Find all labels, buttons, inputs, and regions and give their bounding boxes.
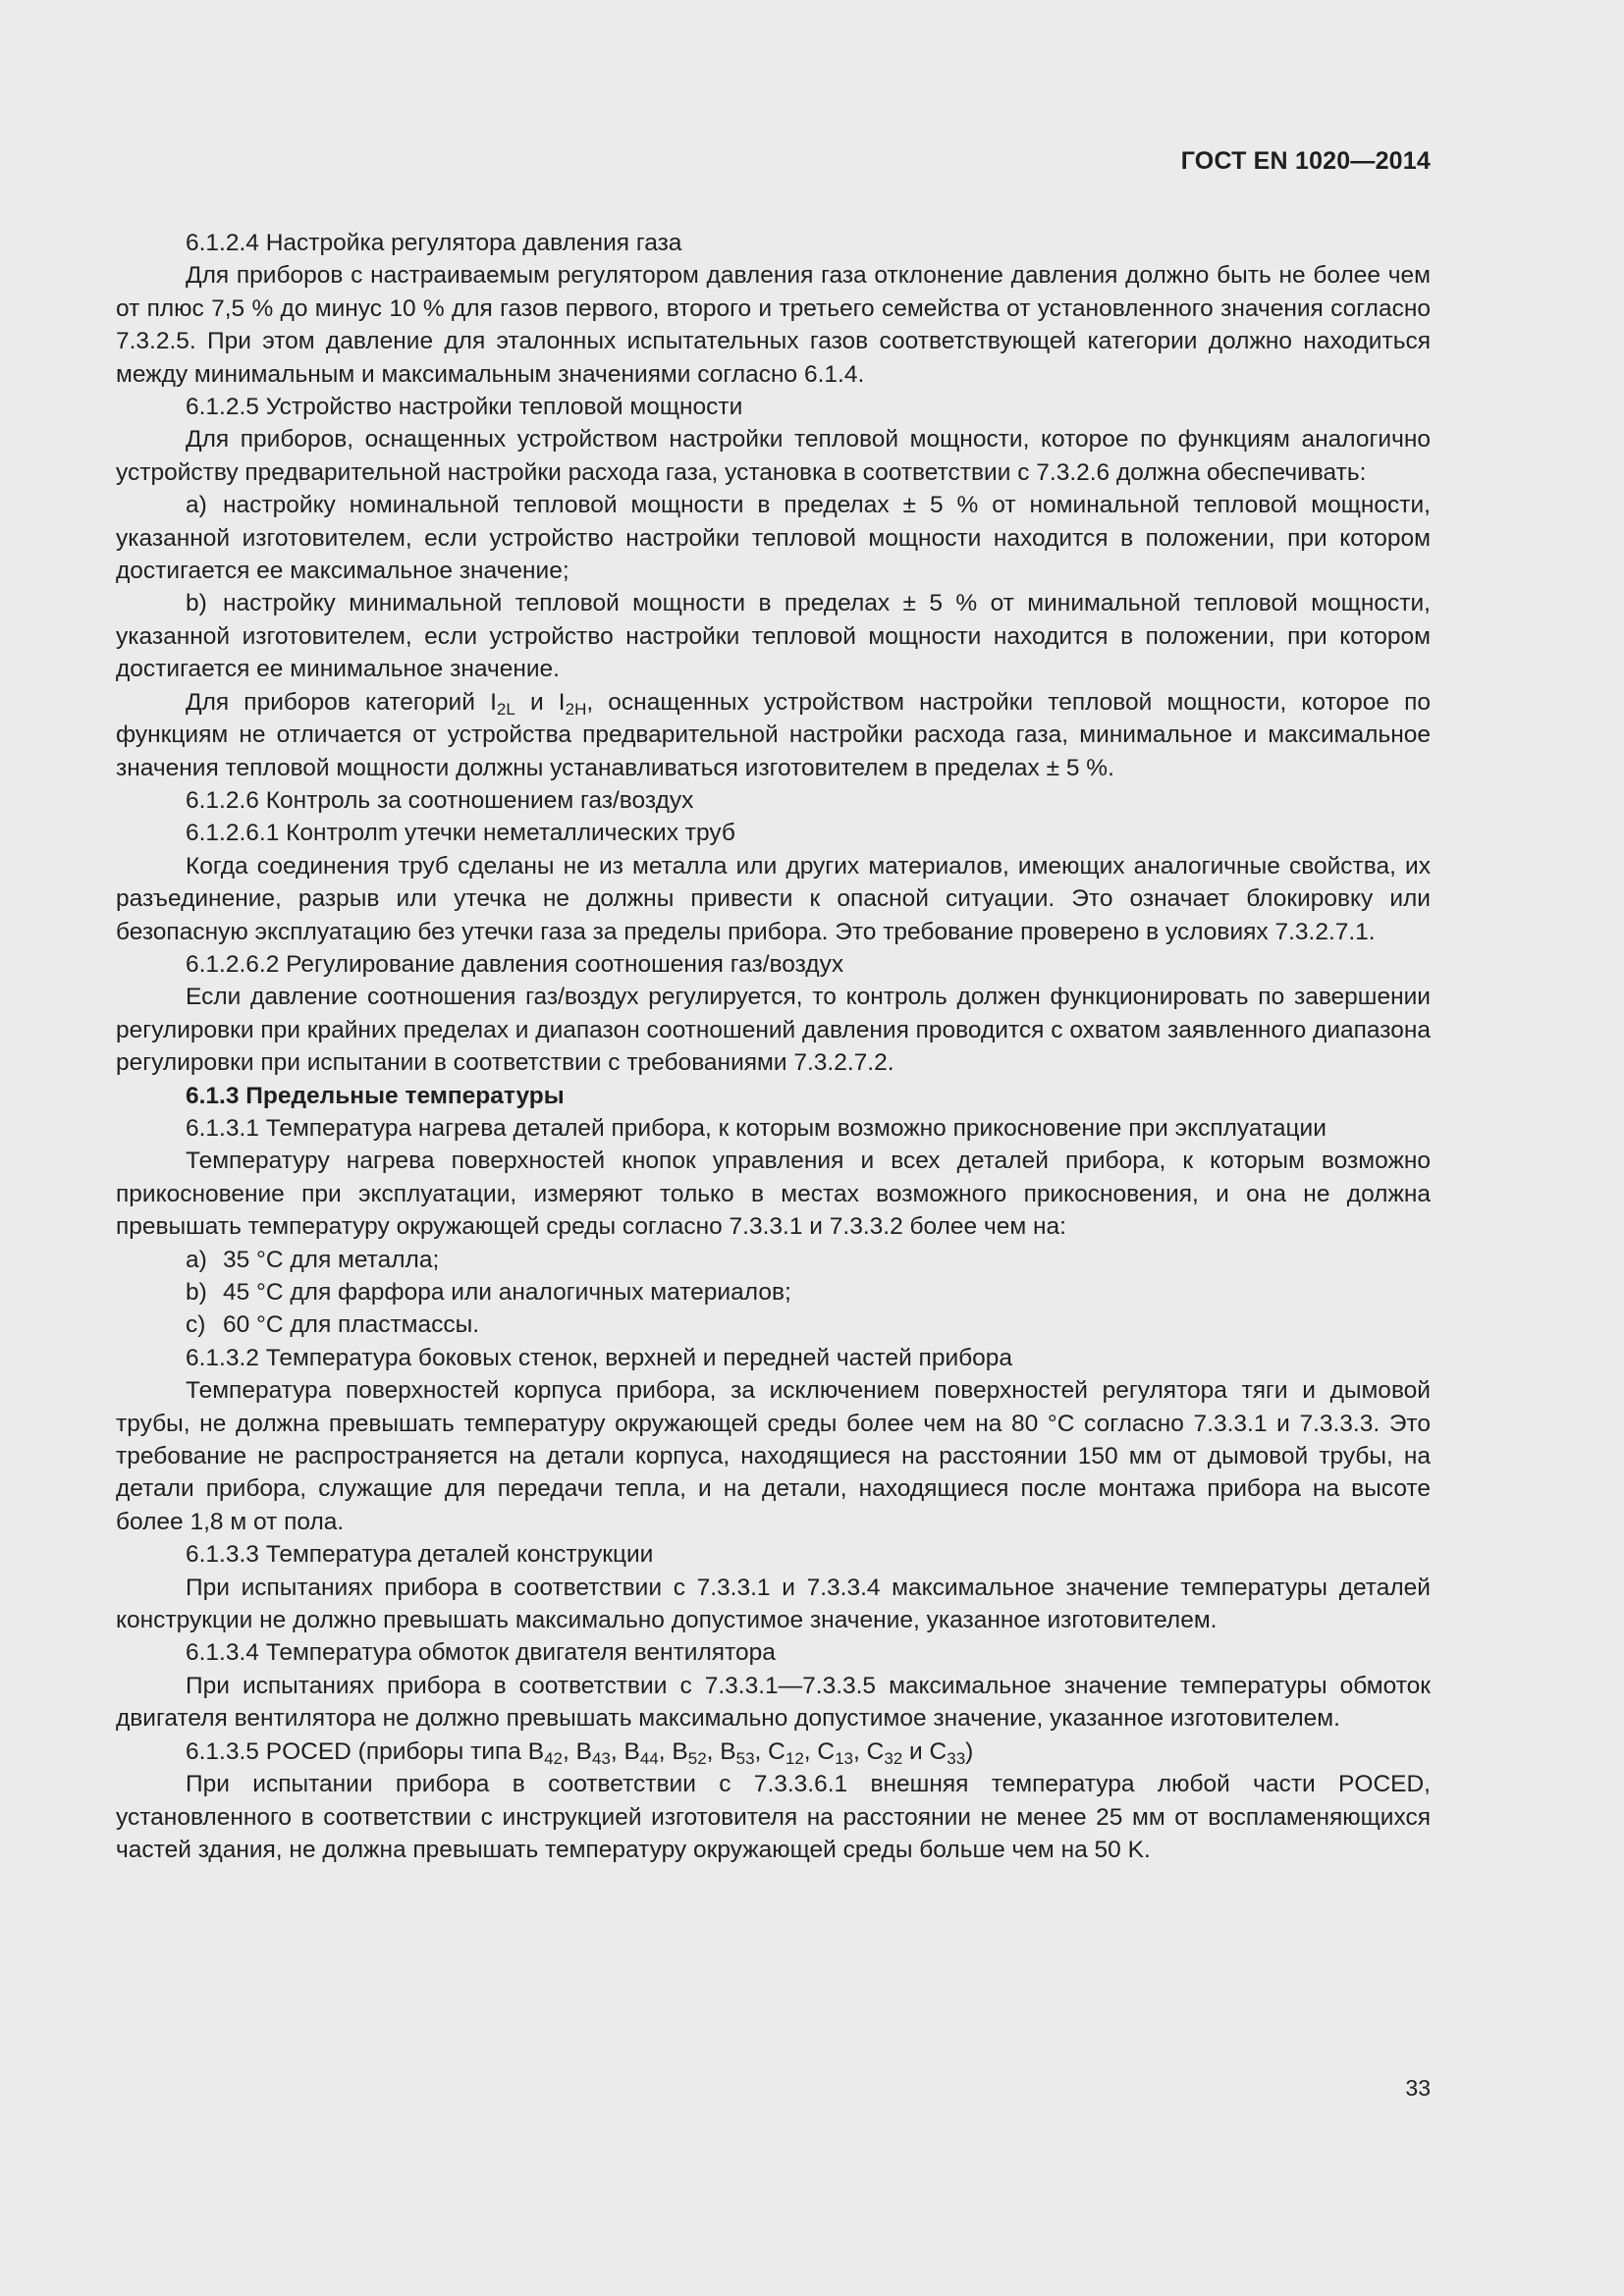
text-fragment: , B <box>610 1737 640 1765</box>
text-fragment: 6.1.3.5 POCED (приборы типа B <box>186 1737 545 1765</box>
section-6-1-3-1-title: 6.1.3.1 Температура нагрева деталей прибора, к которым возможно прикосновение при эксплуатации <box>186 1114 1326 1142</box>
subscript: 2L <box>496 699 515 719</box>
list-item-text: 45 °С для фарфора или аналогичных материалов; <box>223 1279 791 1306</box>
section-6-1-3-2-text: Температура поверхностей корпуса прибора, за исключением поверхностей регулятора тяги и дымовой трубы, не должна превышать температуру окружающей среды более чем на 80 °С согласно 7.3.3.1 и 7.3.3.3. Это требование не распространяется на детали корпуса, находящиеся на расстоянии 150 мм от дымовой трубы, на детали прибора, служащие для передачи тепла, и на детали, находящиеся после монтажа прибора на высоте более 1,8 м от пола. <box>116 1377 1431 1535</box>
page-number: 33 <box>1405 2075 1431 2101</box>
subscript: 42 <box>544 1748 563 1768</box>
subscript: 2H <box>565 699 587 719</box>
text-fragment: и C <box>902 1737 947 1765</box>
subscript: 44 <box>639 1748 659 1768</box>
list-item-b <box>116 587 1431 685</box>
subscript: 12 <box>785 1748 804 1768</box>
section-6-1-2-6-1-text: Когда соединения труб сделаны не из металла или других материалов, имеющих аналогичные свойства, их разъединение, разрыв или утечка не должны привести к опасной ситуации. Это означает блокировку или безопасную эксплуатацию без утечки газа за пределы прибора. Это требование проверено в условиях 7.3.2.7.1. <box>116 852 1431 945</box>
list-item-c <box>116 1308 1431 1341</box>
section-6-1-2-5-text: Для приборов, оснащенных устройством настройки тепловой мощности, которое по функциям аналогично устройству предварительной настройки расхода газа, установка в соответствии с 7.3.2.6 должна обеспечивать: <box>116 426 1431 486</box>
list-letter: c) <box>186 1311 206 1339</box>
subscript: 43 <box>591 1748 611 1768</box>
text-fragment: , C <box>754 1737 785 1765</box>
categories-paragraph <box>116 686 1431 784</box>
subscript: 13 <box>835 1748 854 1768</box>
list-item-text: 60 °С для пластмассы. <box>223 1311 480 1339</box>
list-letter: a) <box>186 1246 207 1273</box>
text-fragment: , C <box>853 1737 885 1765</box>
list-item-a <box>116 489 1431 587</box>
section-6-1-3-1-text: Температуру нагрева поверхностей кнопок управления и всех деталей прибора, к которым возможно прикосновение при эксплуатации, измеряют только в местах возможного прикосновения, и она не должна превышать температуру окружающей среды согласно 7.3.3.1 и 7.3.3.2 более чем на: <box>116 1148 1431 1241</box>
text-fragment: , B <box>562 1737 592 1765</box>
section-6-1-2-6-title: 6.1.2.6 Контроль за соотношением газ/воздух <box>186 786 694 814</box>
section-6-1-3-4-text: При испытаниях прибора в соответствии с 7.3.3.1—7.3.3.5 максимальное значение температуры обмоток двигателя вентилятора не должно превышать максимально допустимое значение, указанное изготовителем. <box>116 1672 1431 1733</box>
text-fragment: ) <box>965 1737 974 1765</box>
section-6-1-3-3-text: При испытаниях прибора в соответствии с 7.3.3.1 и 7.3.3.4 максимальное значение температуры деталей конструкции не должно превышать максимально допустимое значение, указанное изготовителем. <box>116 1574 1431 1634</box>
section-6-1-3-4-title: 6.1.3.4 Температура обмоток двигателя вентилятора <box>186 1639 776 1667</box>
subscript: 32 <box>884 1748 903 1768</box>
list-letter: b) <box>186 590 207 617</box>
list-item-text: 35 °С для металла; <box>223 1246 440 1273</box>
text-fragment: , C <box>803 1737 836 1765</box>
section-6-1-3-2-title: 6.1.3.2 Температура боковых стенок, верхней и передней частей прибора <box>186 1344 1013 1371</box>
list-item-text: настройку номинальной тепловой мощности в пределах ± 5 % от номинальной тепловой мощности, указанной изготовителем, если устройство настройки тепловой мощности находится в положении, при котором достигается ее максимальное значение; <box>116 492 1431 585</box>
text-fragment: , оснащенных устройством настройки тепловой мощности, которое по функциям не отличается от устройства предварительной настройки расхода газа, минимальное и максимальное значения тепловой мощности должны устанавливаться изготовителем в пределах ± 5 %. <box>116 688 1431 781</box>
section-6-1-2-4-title: 6.1.2.4 Настройка регулятора давления газа <box>186 230 682 256</box>
text-fragment: , B <box>706 1737 736 1765</box>
list-item-text: настройку минимальной тепловой мощности в пределах ± 5 % от минимальной тепловой мощности, указанной изготовителем, если устройство настройки тепловой мощности находится в положении, при котором достигается ее минимальное значение. <box>116 590 1431 683</box>
subscript: 53 <box>735 1748 755 1768</box>
section-6-1-2-6-2-title: 6.1.2.6.2 Регулирование давления соотношения газ/воздух <box>186 950 844 978</box>
section-6-1-2-6-1-title: 6.1.2.6.1 Контролm утечки неметаллических труб <box>186 820 735 847</box>
subscript: 52 <box>687 1748 707 1768</box>
section-6-1-3-title: 6.1.3 Предельные температуры <box>186 1082 565 1109</box>
text-fragment: , B <box>658 1737 688 1765</box>
section-6-1-2-4-text: Для приборов с настраиваемым регулятором давления газа отклонение давления должно быть не более чем от плюс 7,5 % до минус 10 % для газов первого, второго и третьего семейства от установленного значения согласно 7.3.2.5. При этом давление для эталонных испытательных газов соответствующей категории должно находиться между минимальным и максимальным значениями согласно 6.1.4. <box>116 262 1431 388</box>
list-item-a <box>116 1244 1431 1276</box>
section-6-1-2-6-2-text: Если давление соотношения газ/воздух регулируется, то контроль должен функционировать по завершении регулировки при крайних пределах и диапазон соотношений давления проводится с охватом заявленного диапазона регулировки при испытании в соответствии с требованиями 7.3.2.7.2. <box>116 984 1431 1077</box>
section-6-1-3-3-title: 6.1.3.3 Температура деталей конструкции <box>186 1541 654 1569</box>
document-header: ГОСТ EN 1020—2014 <box>1180 147 1431 175</box>
section-6-1-3-5-text: При испытании прибора в соответствии с 7.3.3.6.1 внешняя температура любой части POCED, установленного в соответствии с инструкцией изготовителя на расстоянии не менее 25 мм от воспламеняющихся частей здания, не должна превышать температуру окружающей среды больше чем на 50 K. <box>116 1771 1431 1863</box>
text-fragment: Для приборов категорий I <box>186 688 497 716</box>
subscript: 33 <box>947 1748 966 1768</box>
text-fragment: и I <box>514 688 566 716</box>
list-letter: a) <box>186 492 207 519</box>
section-6-1-2-5-title: 6.1.2.5 Устройство настройки тепловой мощности <box>186 394 743 421</box>
section-6-1-3-5-title <box>116 1735 1431 1768</box>
document-body <box>116 227 1431 1866</box>
list-item-b <box>116 1276 1431 1308</box>
list-letter: b) <box>186 1279 207 1306</box>
